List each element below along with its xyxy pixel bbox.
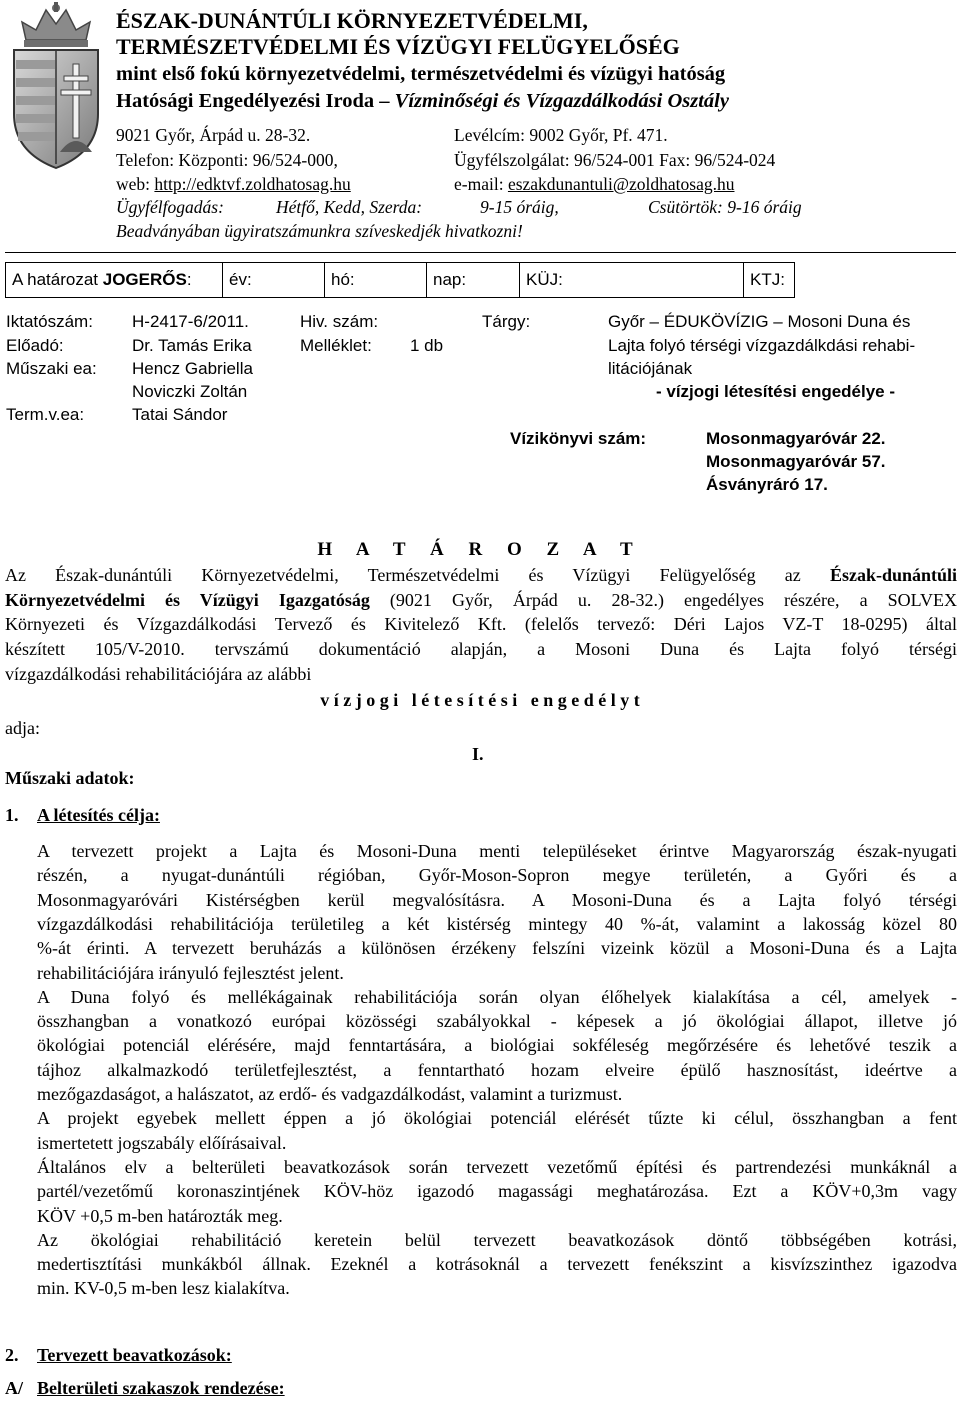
office-line — [116, 88, 729, 114]
section-1-line: A projekt egyebek mellett éppen a jó ökológiai potenciál elérését tűzte ki célul, összhangban a fent — [37, 1108, 957, 1128]
case-no: H-2417-6/2011. — [132, 312, 249, 331]
hours-time: 9-15 óráig, — [480, 197, 559, 217]
section-1-line: partél/vezetőmű koronaszintjének KÖV-höz igazodó magassági meghatározása. Ezt a KÖV+0,3m vagy — [37, 1181, 957, 1201]
grants-word: adja: — [5, 718, 40, 738]
office-department: Vízminőségi és Vízgazdálkodási Osztály — [394, 90, 729, 112]
finality-ktj: KTJ: — [743, 262, 795, 298]
phone: Telefon: Központi: 96/524-000, — [116, 150, 338, 170]
intro-run: (9021 Győr, Árpád u. 28-32.) engedélyes részére, a SOLVEX — [369, 590, 957, 610]
section-1-line: medertisztítási munkákból állnak. Ezeknél a kotrásoknál a tervezett fenékszint a kisvízszinthez igazodva — [37, 1254, 957, 1274]
web-label: web: — [116, 174, 151, 194]
ref-no-label: Hiv. szám: — [300, 312, 379, 331]
finality-day: nap: — [426, 262, 520, 298]
section-1-line: min. KV-0,5 m-ben lesz kialakítva. — [37, 1278, 290, 1298]
section-2-number: 2. — [5, 1345, 19, 1365]
nature-officer: Tatai Sándor — [132, 405, 228, 424]
intro-line — [5, 612, 957, 637]
intro-run: Az Észak-dunántúli Környezetvédelmi, Természetvédelmi és Vízügyi Felügyelőség az — [5, 565, 830, 585]
section-1-line: A tervezett projekt a Lajta és Mosoni-Duna menti településeket érintve Magyarország észak-nyugati — [37, 841, 957, 861]
org-name-line2: TERMÉSZETVÉDELMI ÉS VÍZÜGYI FELÜGYELŐSÉG — [116, 34, 680, 59]
attachment-value: 1 db — [410, 336, 444, 355]
tech-officer-2: Noviczki Zoltán — [132, 382, 248, 401]
section-1-line: Általános elv a belterületi beavatkozások során tervezett vezetőmű építési és partrendezési munkáknál a — [37, 1157, 957, 1177]
rapporteur: Dr. Tamás Erika — [132, 336, 252, 355]
registry-1: Mosonmagyaróvár 22. — [706, 429, 886, 448]
roman-numeral: I. — [472, 744, 484, 764]
section-1-line: Mosonmagyaróvári Kistérségben kerül megvalósításra. A Mosoni-Duna és a Lajta folyó térségi — [37, 890, 957, 910]
section-1-line: Az ökológiai rehabilitáció keretein belül tervezett beavatkozások döntő többségében kotrási, — [37, 1230, 957, 1250]
rapporteur-label: Előadó: — [6, 336, 64, 355]
finality-month: hó: — [324, 262, 427, 298]
finality-box — [5, 262, 795, 299]
permit-phrase: v í z j o g i l é t e s í t é s i e n g e d é l y t — [320, 690, 640, 710]
nature-label: Term.v.ea: — [6, 405, 85, 424]
section-2-title: Tervezett beavatkozások: — [37, 1345, 232, 1365]
email-link[interactable]: eszakdunantuli@zoldhatosag.hu — [507, 174, 735, 194]
email-label: e-mail: — [454, 174, 504, 194]
intro-run: Környezeti és Vízgazdálkodási Tervező és Kivitelező Kft. (felelős tervező: Déri Lajos VZ-T 18-0295) által — [5, 614, 957, 634]
org-name-line1: ÉSZAK-DUNÁNTÚLI KÖRNYEZETVÉDELMI, — [116, 8, 588, 33]
coat-of-arms-icon — [4, 2, 108, 170]
section-1-line: KÖV +0,5 m-ben határozták meg. — [37, 1206, 283, 1226]
section-1-number: 1. — [5, 805, 19, 825]
section-1-line: vízgazdálkodási rehabilitációja területileg a két kistérség mintegy 40 %-át, valamint a lakosság közel 80 — [37, 914, 957, 934]
office-prefix: Hatósági Engedélyezési Iroda – — [116, 90, 390, 112]
section-1-line: rehabilitációjára irányuló fejlesztést jelent. — [37, 963, 344, 983]
web-link[interactable]: http://edktvf.zoldhatosag.hu — [154, 174, 351, 194]
section-1-line: %-át érinti. A tervezett beruházás a különösen érzékeny felszíni vizeink közül a Mosoni-Duna és a Lajta — [37, 938, 957, 958]
case-no-label: Iktatószám: — [6, 312, 93, 331]
registry-2: Mosonmagyaróvár 57. — [706, 452, 886, 471]
section-1-line: tájhoz alkalmazkodó területfejlesztést, a fenntartható hozam elveire épülő hasznosítást, ideértve a — [37, 1060, 957, 1080]
tech-data-heading: Műszaki adatok: — [5, 768, 135, 788]
subject-label: Tárgy: — [482, 312, 531, 331]
intro-line — [5, 662, 957, 687]
section-1-line: részén, a nyugat-dunántúli régióban, Győr-Moson-Sopron megye területén, a Győri és a — [37, 865, 957, 885]
subject-line-1: Győr – ÉDUKÖVÍZIG – Mosoni Duna és — [608, 312, 911, 331]
section-1-title: A létesítés célja: — [37, 805, 160, 825]
email-line — [454, 173, 734, 195]
subject-line-3: litációjának — [608, 359, 693, 378]
section-1-line: ismertetett jogszabály előírásaival. — [37, 1133, 287, 1153]
service-phone: Ügyfélszolgálat: 96/524-001 Fax: 96/524-024 — [454, 150, 776, 170]
section-1-line: összhangban a vonatkozó európai közösségi szabályokkal - képesek a jó ökológiai állapot, illetve jó — [37, 1011, 957, 1031]
finality-label: A határozat JOGERŐS: — [5, 262, 223, 298]
attachment-label: Melléklet: — [300, 336, 372, 355]
registry-3: Ásványráró 17. — [706, 475, 828, 494]
section-1-line: ökológiai potenciál elérésére, majd fenntartására, a biológiai sokféleség megőrzésére és lehetővé teszik a — [37, 1035, 957, 1055]
section-a-number: A/ — [5, 1378, 23, 1398]
hours-label: Ügyfélfogadás: — [116, 197, 224, 217]
mail-address: Levélcím: 9002 Győr, Pf. 471. — [454, 125, 668, 145]
section-a-title: Belterületi szakaszok rendezése: — [37, 1378, 285, 1398]
subject-line-2: Lajta folyó térségi vízgazdálkdási rehabi- — [608, 336, 916, 355]
finality-kuj: KÜJ: — [519, 262, 744, 298]
intro-line — [5, 637, 957, 662]
intro-run: Észak-dunántúli — [829, 565, 957, 585]
address: 9021 Győr, Árpád u. 28-32. — [116, 125, 311, 145]
header-divider — [5, 252, 956, 253]
tech-label: Műszaki ea: — [6, 359, 97, 378]
org-authority: mint első fokú környezetvédelmi, természetvédelmi és vízügyi hatóság — [116, 63, 726, 85]
tech-officer-1: Hencz Gabriella — [132, 359, 253, 378]
hours-thursday: Csütörtök: 9-16 óráig — [648, 197, 802, 217]
intro-line — [5, 563, 957, 588]
section-1-line: A Duna folyó és mellékágainak rehabilitációja során olyan élőhelyek kialakítása a cél, amelyek - — [37, 987, 957, 1007]
finality-year: év: — [222, 262, 325, 298]
subject-line-4: - vízjogi létesítési engedélye - — [656, 382, 896, 401]
decision-title: H A T Á R O Z A T — [317, 539, 643, 560]
web-line — [116, 173, 351, 195]
section-1-line: mezőgazdaságot, a halászatot, az erdő- és vadgazdálkodást, valamint a turizmust. — [37, 1084, 623, 1104]
intro-run: vízgazdálkodási rehabilitációjára az alábbi — [5, 664, 312, 684]
registry-label: Vízikönyvi szám: — [510, 429, 647, 448]
intro-run: Környezetvédelmi és Vízügyi Igazgatóság — [5, 590, 370, 610]
intro-line — [5, 588, 957, 613]
hours-days: Hétfő, Kedd, Szerda: — [276, 197, 423, 217]
intro-run: készített 105/V-2010. tervszámú dokumentáció alapján, a Mosoni Duna és Lajta folyó térségi — [5, 639, 957, 659]
reference-note: Beadványában ügyiratszámunkra szíveskedjék hivatkozni! — [116, 221, 523, 241]
